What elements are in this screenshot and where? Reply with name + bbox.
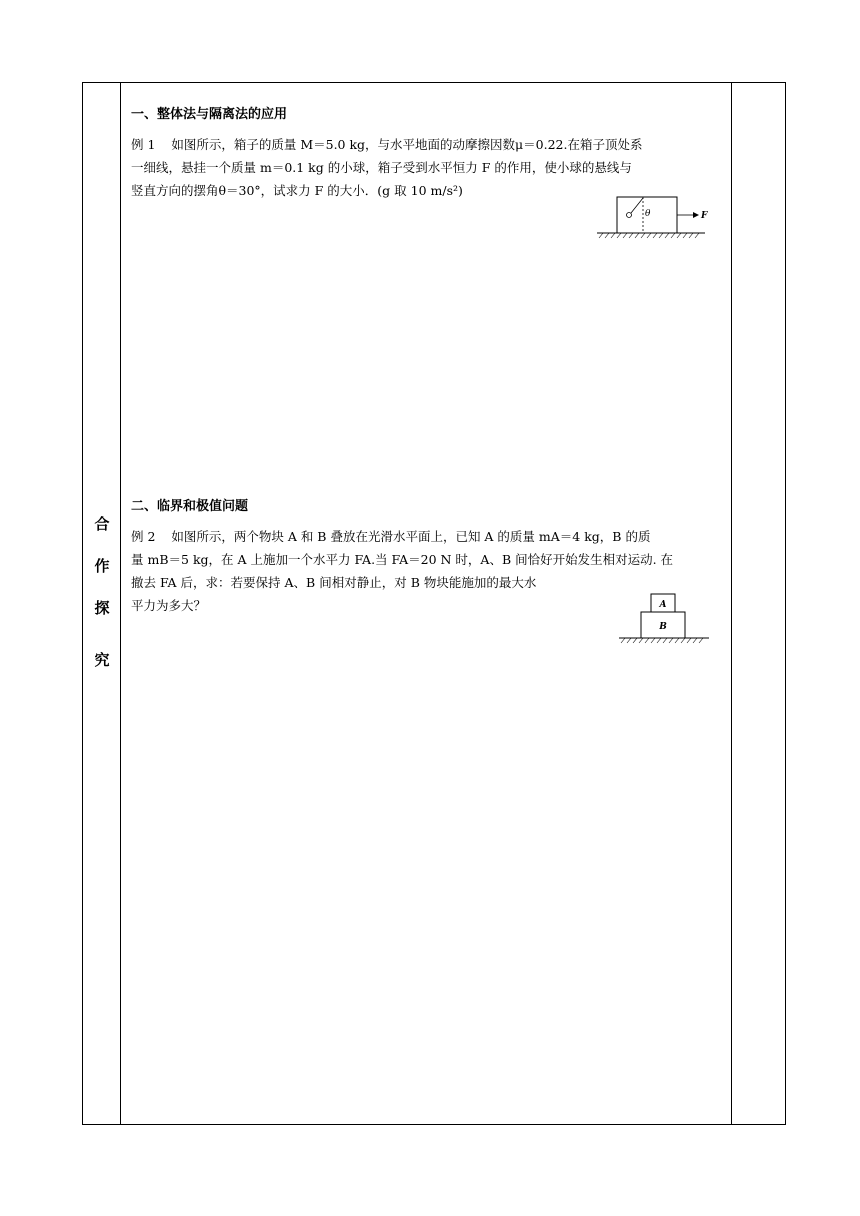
- force-label: F: [701, 211, 708, 221]
- text-line: 竖直方向的摆角θ＝30°，试求力 F 的大小．(g 取 10 m/s²): [131, 183, 463, 198]
- section-heading: 二、临界和极值问题: [131, 499, 249, 514]
- example-1-text: [131, 133, 731, 202]
- example-label: 例 1: [131, 137, 156, 152]
- box-pendulum-figure: [595, 195, 725, 243]
- side-label-char: 合: [94, 515, 110, 533]
- example-label: 例 2: [131, 529, 156, 544]
- ground-hatching: [621, 638, 703, 643]
- stacked-blocks-figure: [617, 593, 717, 647]
- angle-label: θ: [645, 209, 651, 219]
- text-line: 如图所示，两个物块 A 和 B 叠放在光滑水平面上，已知 A 的质量 mA＝4 kg，B 的质: [171, 529, 651, 544]
- text-line: 撤去 FA 后，求：若要保持 A、B 间相对静止，对 B 物块能施加的最大水: [131, 575, 537, 590]
- worksheet-table: [82, 82, 786, 1125]
- section-heading: 一、整体法与隔离法的应用: [131, 107, 288, 122]
- side-label-char: 探: [94, 599, 110, 617]
- text-line: 一细线，悬挂一个质量 m＝0.1 kg 的小球，箱子受到水平恒力 F 的作用，使小球的悬线与: [131, 160, 632, 175]
- side-label-char: 作: [94, 557, 110, 575]
- ball-shape: [627, 213, 632, 218]
- ground-hatching: [599, 233, 699, 238]
- block-b-label: B: [659, 622, 667, 632]
- left-label-column: [83, 83, 121, 1124]
- side-label-char: 究: [94, 651, 110, 669]
- right-blank-column: [731, 83, 785, 1124]
- block-a-label: A: [659, 600, 667, 610]
- text-line: 平力为多大？: [131, 598, 207, 613]
- text-line: 如图所示，箱子的质量 M＝5.0 kg，与水平地面的动摩擦因数μ＝0.22.在箱子顶处系: [171, 137, 643, 152]
- string-line: [631, 198, 643, 213]
- text-line: 量 mB＝5 kg，在 A 上施加一个水平力 FA.当 FA＝20 N 时，A、B 间恰好开始发生相对运动. 在: [131, 552, 674, 567]
